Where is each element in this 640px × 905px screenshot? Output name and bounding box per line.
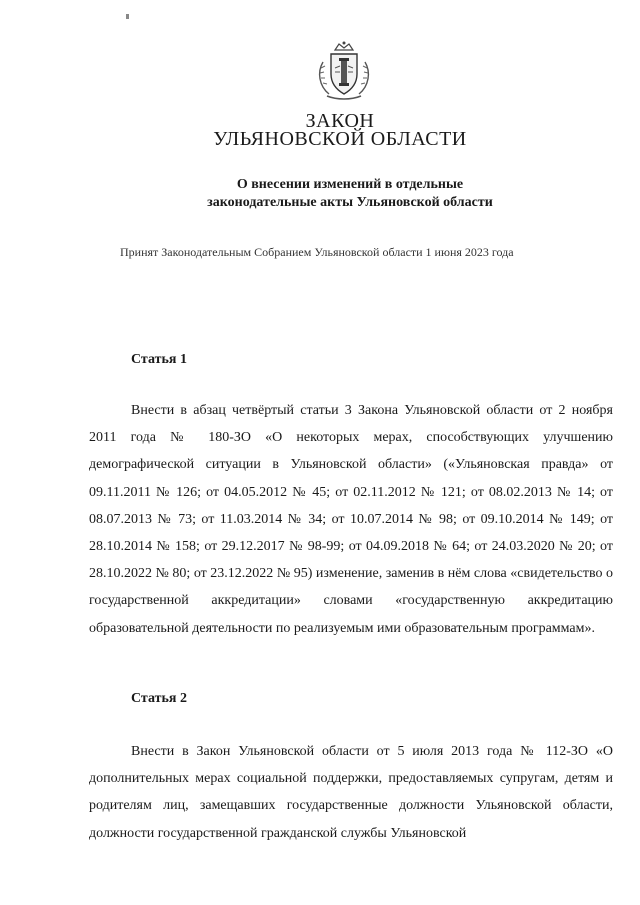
region-title: УЛЬЯНОВСКОЙ ОБЛАСТИ [213, 128, 467, 150]
adoption-note: Принят Законодательным Собранием Ульяновской области 1 июня 2023 года [120, 245, 514, 259]
law-subject-line1: О внесении изменений в отдельные [236, 177, 464, 192]
article-2-text: Внести в Закон Ульяновской области от 5 июля 2013 года № 112-ЗО «О дополнительных мерах социальной поддержки, предоставляемых супругам, детям и родителям лиц, замещавших государственные должности Ульяновской области, должности государственной гражданской службы Ульяновской [89, 744, 613, 841]
article-1-title: Статья 1 [131, 352, 187, 367]
law-title: ЗАКОН [305, 110, 375, 132]
law-subject-line2: законодательные акты Ульяновской области [207, 195, 493, 210]
article-2-title: Статья 2 [131, 691, 187, 706]
article-1-text: Внести в абзац четвёртый статьи 3 Закона Ульяновской области от 2 ноября 2011 года № 180-ЗО «О некоторых мерах, способствующих улучшению демографической ситуации в Ульяновской области» («Ульяновская правда» от 09.11.2011 № 126; от 04.05.2012 № 45; от 02.11.2012 № 121; от 08.02.2013 № 14; от 08.07.2013 № 73; от 11.03.2014 № 34; от 10.07.2014 № 98; от 09.10.2014 № 149; от 28.10.2014 № 158; от 29.12.2017 № 98-99; от 04.09.2018 № 64; от 24.03.2020 № 20; от 28.10.2022 № 80; от 23.12.2022 № 95) изменение, заменив в нём слова «свидетельство о государственной аккредитации» словами «государственную аккредитацию образовательной деятельности по реализуемым ими образовательным программам». [89, 403, 613, 636]
coat-of-arms-icon [313, 40, 375, 102]
scan-mark [126, 14, 129, 19]
